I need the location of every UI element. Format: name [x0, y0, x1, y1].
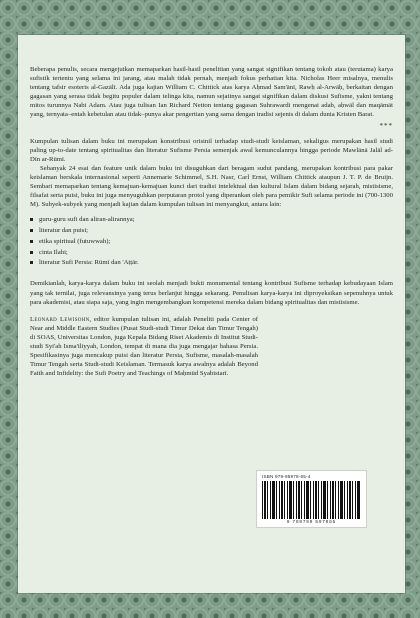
topics-list: [30, 215, 393, 267]
list-item: guru-guru sufi dan aliran-alirannya;: [30, 215, 393, 224]
editor-name: Leonard Lewisohn: [30, 315, 90, 323]
editor-bio-text: , editor kumpulan tulisan ini, adalah Peneliti pada Center of Near and Middle Eastern Studies (Pusat Studi-studi Timur Dekat dan Timur Tengah) di SOAS, Universitas London, juga Kepala Bidang Riset Akademis di Institut Studi-studi Syi'ah Isma'iliyyah, London, tempat di mana dia juga mengajar bahasa Persia. Spesifikasinya juga mencakup puisi dan literatur Persia, Sufisme, masalah-masalah Timur Tengah serta Studi-studi Keislaman. Termasuk karya awalnya adalah Beyond Faith and Infidelity: the Sufi Poetry and Teachings of Maḥmūd Syabistarī.: [30, 315, 259, 378]
barcode-digits: 9 789799 597865: [286, 519, 337, 524]
section-separator: ***: [379, 121, 393, 130]
conclusion-paragraph: Demikianlah, karya-karya dalam buku ini seolah menjadi bukti monumental tentang kontribusi Sufisme terhadap kebudayaan Islam yang tak ternilai, juga relevansinya yang terus berlanjut hingga sekarang. Penulisan karya-karya ini diproyeksikan sepenuhnya untuk para akademisi, atau siapa saja, yang ingin mengembangkan kompetensi mereka dalam bidang spiritualitas dan mistisisme.: [30, 280, 393, 306]
list-item: literatur Sufi Persia: Rūmī dan 'Aṭṭār.: [30, 258, 393, 267]
intro-paragraph: Beberapa penulis, secara mengejutkan memaparkan hasil-hasil penelitian yang sangat signifikan tentang tokoh atau (terutama) karya sufistik tertentu yang selama ini jarang, atau malah tidak pernah, menjadi fokus perhatian kita. Nicholas Heer misalnya, menulis tentang tafsir esoteris al-Gazālī. Ada juga kajian William C. Chittick atas karya Aḥmad Sam'ānī, Rawḥ al-Arwāḥ, berkaitan dengan gagasan yang serasa tidak begitu populer dalam telinga kita, namun sejatinya sangat signifikan dalam diskusi Sufisme, yakni tentang mitos turunnya Nabi Adam. Atau juga tulisan Ian Richard Netton tentang gagasan Suhrawardi mengenai adab, aḥwāl dan maqāmāt yang, ternyata–entah kebetulan atau tidak–punya akar pengertian yang sama dengan tradisi sejenis di dalam dunia Kristen Barat.: [30, 66, 393, 119]
essays-paragraph: Sebanyak 24 esai dan feature unik dalam buku ini disuguhkan dari beragam sudut pandang, merupakan kontribusi para pakar keislaman berskala internasional seperti Annemarie Schimmel, S.H. Nasr, Carl Ernst, William Chittick ataupun J. T. P. de Bruijn. Sembari memaparkan tentang kemajuan-kemajuan kunci dari tradisi intelektual dan kultural Islam dalam bidang sejarah, mistisisme, filsafat serta puisi, buku ini juga menyuguhkan perputaran protol yang diperankan oleh para pemikir Sufi selama periode ini (700-1300 M). Subyek-subyek yang menjadi kajian dalam kumpulan tulisan ini menyangkut, antara lain:: [30, 164, 393, 209]
isbn-number: ISBN 979-95978-65-4: [262, 474, 311, 479]
barcode-bars: [262, 481, 361, 519]
list-item: literatur dan puisi;: [30, 226, 393, 235]
list-item: cinta Ilahi;: [30, 248, 393, 257]
editor-bio: [30, 315, 258, 379]
contribution-paragraph: Kumpulan tulisan dalam buku ini merupakan konstribusi orisinil terhadap studi-studi keislaman, sekaligus merupakan hasil studi paling up-to-date tentang spiritualitas dan literatur Sufisme Persia semenjak awal kemunculannya hingga periode Mawlānā Jalāl ad-Dīn ar-Rūmī.: [30, 137, 393, 163]
list-item: etika spiritual (futuwwah);: [30, 237, 393, 246]
barcode-label: [256, 470, 367, 528]
